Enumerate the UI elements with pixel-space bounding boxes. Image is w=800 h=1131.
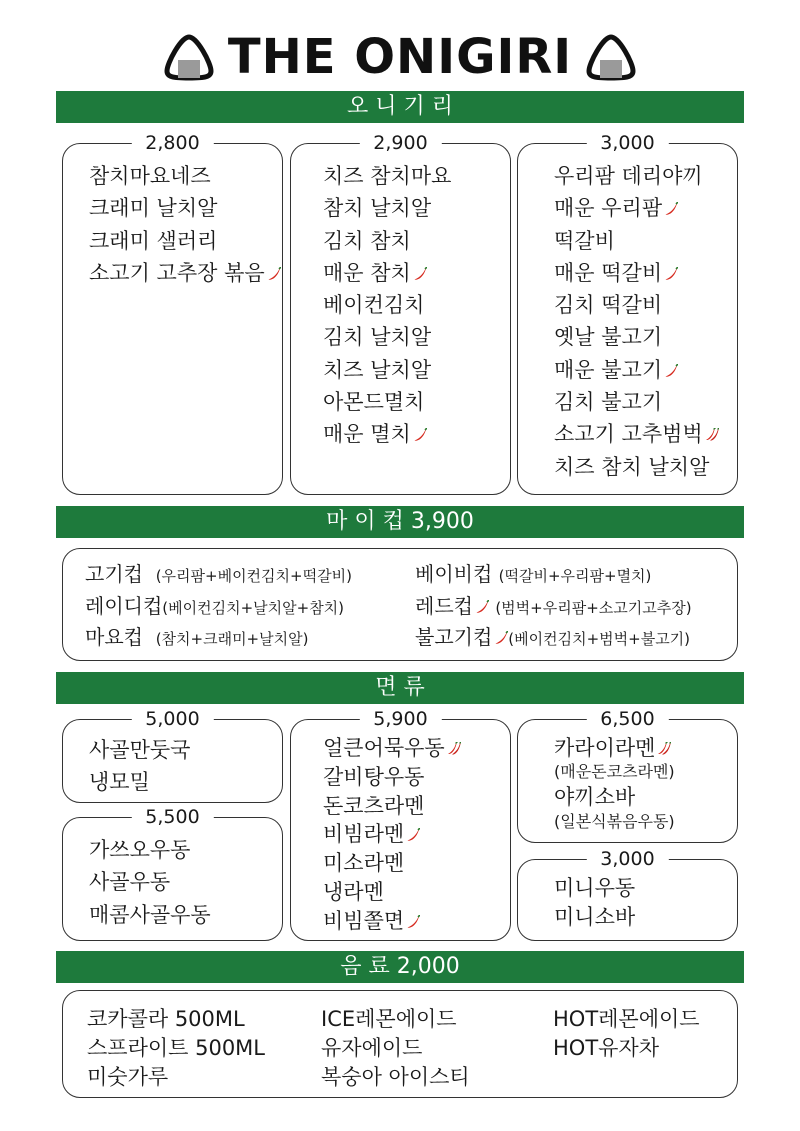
cup-item: 불고기컵 (베이컨김치+범벅+불고기) xyxy=(415,625,691,649)
item-list xyxy=(323,734,461,936)
onigiri-price-box xyxy=(62,132,283,495)
section-bar-noodle: 면 류 xyxy=(56,672,744,704)
cup-item: 레이디컵(베이컨김치+날치알+참치) xyxy=(85,594,345,618)
section-bar-cup: 마 이 컵 3,900 xyxy=(56,506,744,538)
menu-item: 매운 참치 xyxy=(323,257,451,289)
onigiri-icon xyxy=(163,33,215,81)
menu-title: THE ONIGIRI xyxy=(227,29,573,85)
chili-pepper-icon xyxy=(664,364,678,378)
price-label: 5,500 xyxy=(131,804,213,830)
price-label: 2,900 xyxy=(359,130,441,156)
drink-column xyxy=(553,1005,700,1063)
chili-pepper-icon xyxy=(494,631,508,645)
noodle-price-box xyxy=(517,848,738,941)
menu-item: 치즈 날치알 xyxy=(323,357,432,382)
menu-item: 카라이라멘 xyxy=(554,734,675,762)
menu-item: 떡갈비 xyxy=(554,228,615,253)
drink-item: HOT레몬에이드 xyxy=(553,1007,700,1031)
chili-pepper-icon xyxy=(664,202,678,216)
menu-item: 미소라멘 xyxy=(323,851,405,876)
noodle-price-box xyxy=(290,708,511,941)
menu-item: 우리팜 데리야끼 xyxy=(554,164,703,188)
drink-box xyxy=(62,990,738,1098)
price-label: 3,000 xyxy=(586,846,668,872)
menu-item: 비빔라멘 xyxy=(323,820,461,849)
double-chili-pepper-icon xyxy=(705,428,719,442)
price-label: 3,000 xyxy=(586,130,668,156)
drink-item: 유자에이드 xyxy=(321,1036,423,1060)
menu-item: 사골만둣국 xyxy=(89,738,191,762)
double-chili-pepper-icon xyxy=(447,742,461,756)
cup-box xyxy=(62,548,738,661)
item-list xyxy=(323,160,451,451)
chili-pepper-icon xyxy=(413,267,427,281)
price-label: 5,900 xyxy=(359,706,441,732)
menu-item-note: (매운돈코츠라멘) xyxy=(554,762,675,781)
cup-item: 베이비컵 (떡갈비+우리팜+멸치) xyxy=(415,562,652,586)
menu-item: 매콤사골우동 xyxy=(89,902,211,927)
item-list xyxy=(554,160,719,483)
menu-item: 돈코츠라멘 xyxy=(323,793,425,818)
chili-pepper-icon xyxy=(406,828,420,842)
menu-item: 얼큰어묵우동 xyxy=(323,734,461,763)
cup-item: 고기컵 (우리팜+베이컨김치+떡갈비) xyxy=(85,562,352,586)
menu-item: 김치 불고기 xyxy=(554,390,663,415)
cup-item: 마요컵 (참치+크래미+날치알) xyxy=(85,625,309,649)
menu-item: 아몬드멸치 xyxy=(323,390,425,415)
menu-item: 크래미 날치알 xyxy=(89,196,218,221)
drink-column xyxy=(321,1005,470,1092)
drink-item: ICE레몬에이드 xyxy=(321,1007,457,1031)
noodle-price-box xyxy=(62,708,283,803)
item-list xyxy=(554,734,675,832)
chili-pepper-icon xyxy=(475,600,489,614)
price-label: 5,000 xyxy=(131,706,213,732)
price-label: 6,500 xyxy=(586,706,668,732)
menu-item: 옛날 불고기 xyxy=(554,325,663,350)
onigiri-price-box xyxy=(290,132,511,495)
menu-item: 참치마요네즈 xyxy=(89,164,211,188)
onigiri-price-box xyxy=(517,132,738,495)
section-bar-drink: 음 료 2,000 xyxy=(56,951,744,983)
menu-item-note: (일본식볶음우동) xyxy=(554,812,675,831)
menu-item: 가쓰오우동 xyxy=(89,838,191,862)
menu-item: 미니우동 xyxy=(554,876,636,900)
menu-item: 참치 날치알 xyxy=(323,196,432,221)
noodle-price-box xyxy=(517,708,738,843)
item-list xyxy=(89,160,281,289)
menu-item: 김치 떡갈비 xyxy=(554,293,663,318)
chili-pepper-icon xyxy=(406,915,420,929)
drink-column xyxy=(87,1005,265,1092)
menu-item: 매운 멸치 xyxy=(323,418,451,450)
menu-item: 소고기 고추범벅 xyxy=(554,418,719,450)
menu-item: 냉모밀 xyxy=(89,770,150,795)
noodle-price-box xyxy=(62,806,283,941)
drink-item: 복숭아 아이스티 xyxy=(321,1065,470,1089)
menu-item: 매운 불고기 xyxy=(554,354,719,386)
menu-item: 냉라멘 xyxy=(323,879,384,904)
menu-item: 매운 우리팜 xyxy=(554,192,719,224)
menu-item: 김치 날치알 xyxy=(323,325,432,350)
menu-item: 야끼소바 xyxy=(554,785,636,809)
menu-item: 치즈 참치마요 xyxy=(323,164,452,188)
menu-item: 베이컨김치 xyxy=(323,293,425,318)
menu-item: 갈비탕우동 xyxy=(323,764,425,789)
onigiri-icon xyxy=(585,33,637,81)
drink-item: 스프라이트 500ML xyxy=(87,1036,266,1060)
chili-pepper-icon xyxy=(664,267,678,281)
item-list xyxy=(89,734,190,799)
drink-item: HOT유자차 xyxy=(553,1036,660,1060)
drink-item: 코카콜라 500ML xyxy=(87,1007,245,1031)
item-list xyxy=(89,834,211,931)
cup-item: 레드컵 (범벅+우리팜+소고기고추장) xyxy=(415,594,692,618)
menu-item: 미니소바 xyxy=(554,905,636,929)
item-list xyxy=(554,874,635,932)
menu-item: 매운 떡갈비 xyxy=(554,257,719,289)
menu-header xyxy=(0,22,800,92)
menu-item: 사골우동 xyxy=(89,870,171,895)
price-label: 2,800 xyxy=(131,130,213,156)
menu-item: 치즈 참치 날치알 xyxy=(554,454,710,479)
menu-item: 비빔쫄면 xyxy=(323,907,461,936)
double-chili-pepper-icon xyxy=(657,742,671,756)
section-bar-onigiri: 오 니 기 리 xyxy=(56,91,744,123)
drink-item: 미숫가루 xyxy=(87,1065,169,1089)
menu-item: 크래미 샐러리 xyxy=(89,228,218,253)
menu-item: 김치 참치 xyxy=(323,228,411,253)
chili-pepper-icon xyxy=(267,267,281,281)
menu-item: 소고기 고추장 볶음 xyxy=(89,257,281,289)
chili-pepper-icon xyxy=(413,428,427,442)
